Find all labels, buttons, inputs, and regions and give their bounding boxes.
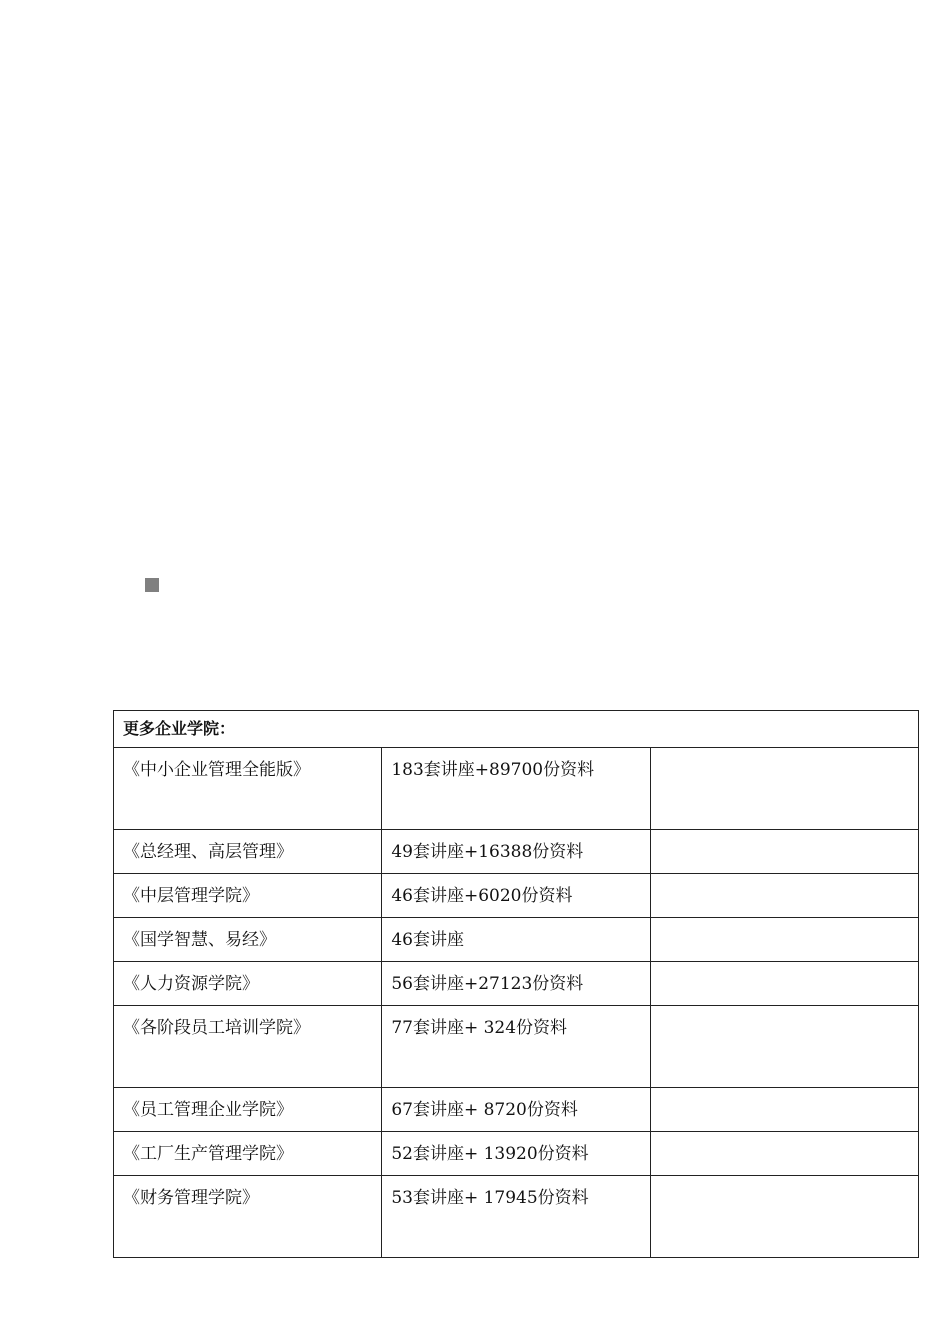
academy-count: 183套讲座+89700份资料 [382, 748, 650, 830]
academy-name: 《工厂生产管理学院》 [114, 1132, 382, 1176]
academy-extra [650, 830, 918, 874]
academy-count: 77套讲座+ 324份资料 [382, 1006, 650, 1088]
academy-table [113, 710, 919, 1258]
academy-extra [650, 1132, 918, 1176]
academy-count: 46套讲座 [382, 918, 650, 962]
table-header: 更多企业学院： [114, 711, 919, 748]
academy-name: 《财务管理学院》 [114, 1176, 382, 1258]
academy-extra [650, 874, 918, 918]
table-row [114, 874, 919, 918]
table-row [114, 918, 919, 962]
academy-name: 《总经理、高层管理》 [114, 830, 382, 874]
academy-name: 《员工管理企业学院》 [114, 1088, 382, 1132]
table-row [114, 1176, 919, 1258]
bullet-square-icon [145, 578, 159, 592]
academy-extra [650, 1006, 918, 1088]
academy-name: 《中小企业管理全能版》 [114, 748, 382, 830]
academy-count: 56套讲座+27123份资料 [382, 962, 650, 1006]
academy-count: 49套讲座+16388份资料 [382, 830, 650, 874]
table-row [114, 1132, 919, 1176]
academy-extra [650, 918, 918, 962]
academy-count: 46套讲座+6020份资料 [382, 874, 650, 918]
academy-count: 67套讲座+ 8720份资料 [382, 1088, 650, 1132]
academy-name: 《中层管理学院》 [114, 874, 382, 918]
table-row [114, 830, 919, 874]
academy-name: 《各阶段员工培训学院》 [114, 1006, 382, 1088]
academy-count: 53套讲座+ 17945份资料 [382, 1176, 650, 1258]
table-row [114, 962, 919, 1006]
academy-extra [650, 962, 918, 1006]
table-row [114, 748, 919, 830]
academy-count: 52套讲座+ 13920份资料 [382, 1132, 650, 1176]
table-row [114, 1088, 919, 1132]
academy-name: 《国学智慧、易经》 [114, 918, 382, 962]
academy-extra [650, 1088, 918, 1132]
academy-extra [650, 1176, 918, 1258]
table-row [114, 1006, 919, 1088]
academy-extra [650, 748, 918, 830]
academy-name: 《人力资源学院》 [114, 962, 382, 1006]
table-header-row [114, 711, 919, 748]
